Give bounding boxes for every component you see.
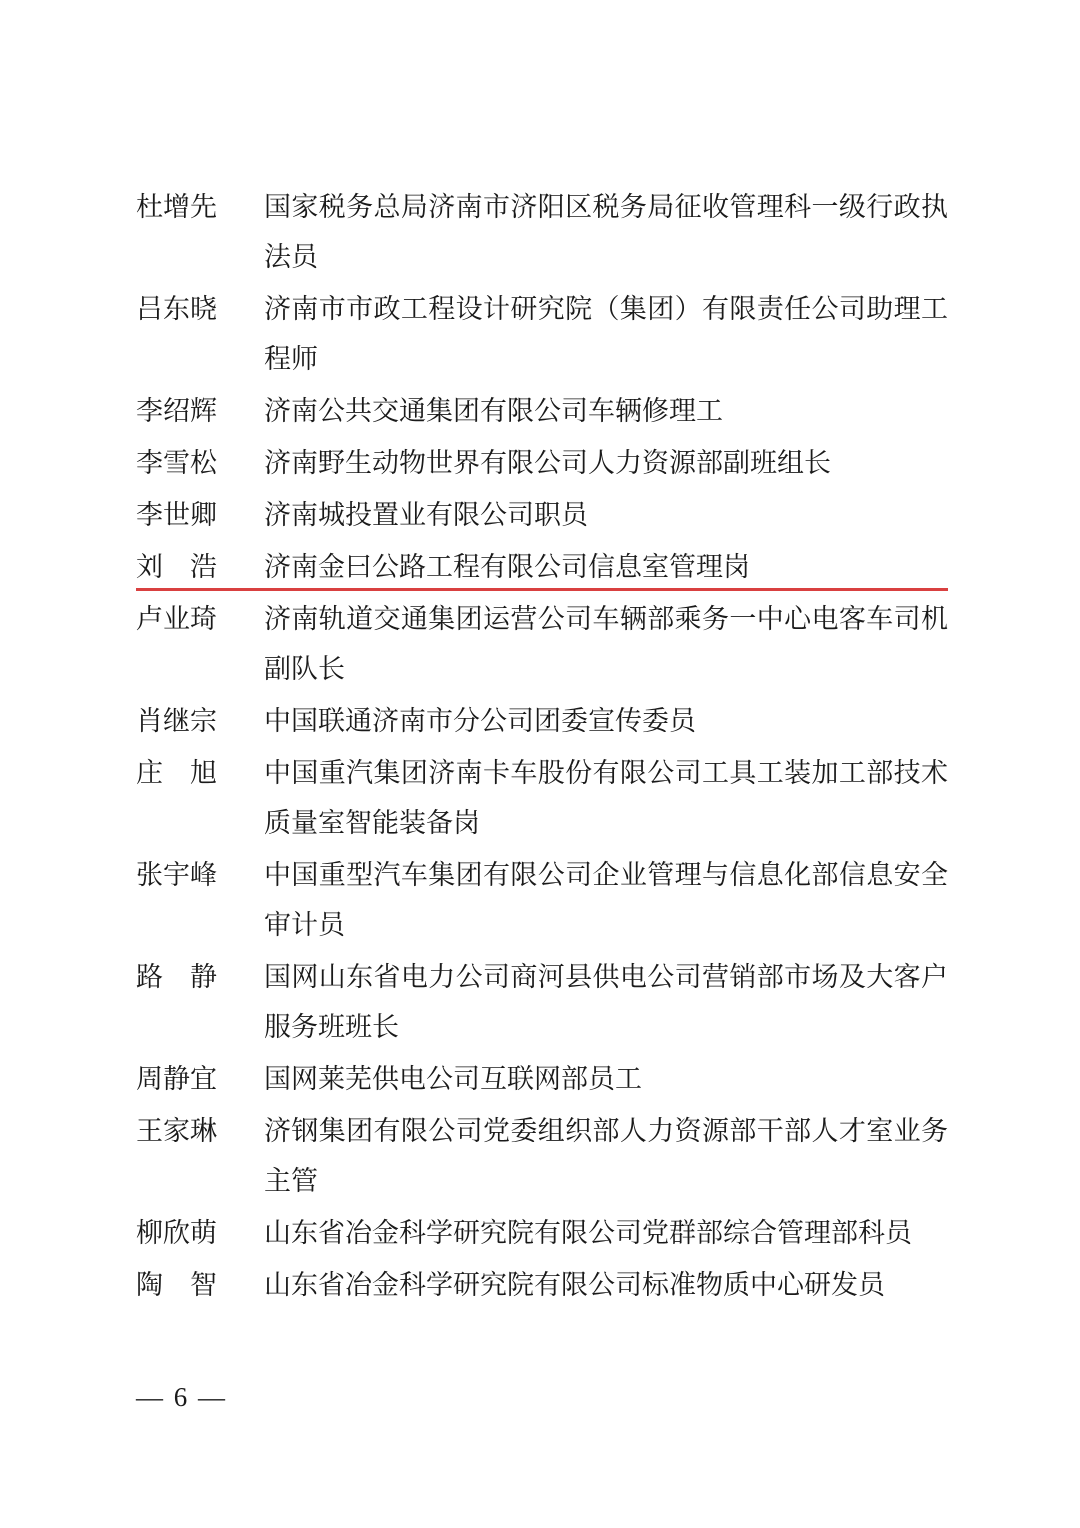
list-item (136, 748, 948, 848)
entry-name: 陶 智 (136, 1270, 217, 1300)
entry-description: 中国重型汽车集团有限公司企业管理与信息化部信息安全审计员 (264, 860, 948, 940)
entry-description: 济南市市政工程设计研究院（集团）有限责任公司助理工程师 (264, 294, 948, 374)
entry-description: 中国联通济南市分公司团委宣传委员 (264, 706, 696, 736)
entry-description: 济南金曰公路工程有限公司信息室管理岗 (264, 552, 750, 582)
page-number: — 6 — (136, 1382, 227, 1412)
entry-name: 李雪松 (136, 448, 217, 478)
entry-description: 济钢集团有限公司党委组织部人力资源部干部人才室业务主管 (264, 1116, 948, 1196)
entry-description: 济南轨道交通集团运营公司车辆部乘务一中心电客车司机副队长 (264, 604, 948, 684)
entry-description: 国网莱芜供电公司互联网部员工 (264, 1064, 642, 1094)
entry-name: 张宇峰 (136, 860, 217, 890)
entry-description: 济南城投置业有限公司职员 (264, 500, 588, 530)
list-item (136, 490, 948, 540)
entry-name: 卢业琦 (136, 604, 217, 634)
entry-name: 李绍辉 (136, 396, 217, 426)
entry-name: 肖继宗 (136, 706, 217, 736)
entry-name: 王家琳 (136, 1116, 217, 1146)
list-item (136, 1260, 948, 1310)
entry-description: 济南野生动物世界有限公司人力资源部副班组长 (264, 448, 831, 478)
entry-name: 路 静 (136, 962, 217, 992)
entry-name: 周静宜 (136, 1064, 217, 1094)
entry-name: 庄 旭 (136, 758, 217, 788)
list-item (136, 1208, 948, 1258)
list-item (136, 438, 948, 488)
list-item (136, 952, 948, 1052)
entry-list (136, 182, 948, 1312)
entry-description: 国家税务总局济南市济阳区税务局征收管理科一级行政执法员 (264, 192, 948, 272)
entry-name: 柳欣萌 (136, 1218, 217, 1248)
entry-description: 济南公共交通集团有限公司车辆修理工 (264, 396, 723, 426)
entry-name: 杜增先 (136, 192, 217, 222)
list-item (136, 182, 948, 282)
list-item (136, 284, 948, 384)
list-item-highlighted (136, 542, 948, 592)
list-item (136, 850, 948, 950)
red-underline-marker (136, 588, 948, 591)
entry-description: 国网山东省电力公司商河县供电公司营销部市场及大客户服务班班长 (264, 962, 948, 1042)
entry-description: 山东省冶金科学研究院有限公司党群部综合管理部科员 (264, 1218, 912, 1248)
entry-name: 吕东晓 (136, 294, 217, 324)
entry-name: 刘 浩 (136, 552, 217, 582)
entry-description: 山东省冶金科学研究院有限公司标准物质中心研发员 (264, 1270, 885, 1300)
list-item (136, 386, 948, 436)
entry-name: 李世卿 (136, 500, 217, 530)
list-item (136, 696, 948, 746)
list-item (136, 1106, 948, 1206)
list-item (136, 1054, 948, 1104)
entry-description: 中国重汽集团济南卡车股份有限公司工具工装加工部技术质量室智能装备岗 (264, 758, 948, 838)
list-item (136, 594, 948, 694)
